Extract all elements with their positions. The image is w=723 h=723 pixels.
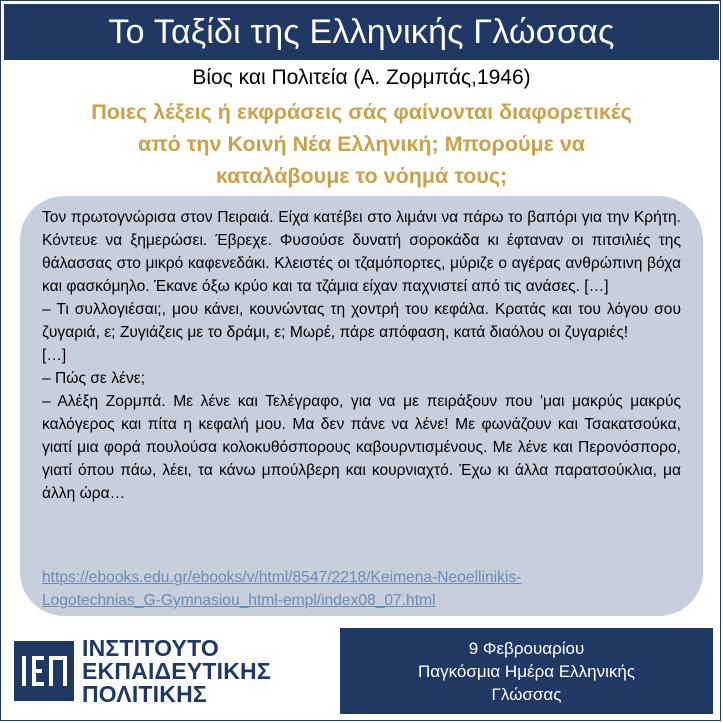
logo-line: ΕΚΠΑΙΔΕΥΤΙΚΗΣ xyxy=(82,657,271,684)
question-line: καταλάβουμε το νόημά τους; xyxy=(215,164,508,188)
title-banner xyxy=(4,4,719,60)
iep-logo-text xyxy=(82,634,271,707)
page-title: Το Ταξίδι της Ελληνικής Γλώσσας xyxy=(108,12,615,51)
event-date-box xyxy=(340,628,713,714)
excerpt-paragraph: – Πώς σε λένε; xyxy=(42,370,146,387)
logo-line: ΠΟΛΙΤΙΚΗΣ xyxy=(82,680,207,707)
excerpt-text xyxy=(42,206,681,505)
work-subtitle: Βίος και Πολιτεία (Α. Ζορμπάς,1946) xyxy=(192,66,531,89)
event-line: Γλώσσας xyxy=(491,684,562,704)
question-line: Ποιες λέξεις ή εκφράσεις σάς φαίνονται διαφορετικές xyxy=(91,100,632,124)
excerpt-paragraph: – Τι συλλογιέσαι;, μου κάνει, κουνώντας τη χοντρή του κεφάλα. Κρατάς και του λόγου σου ζυγαριά, ε; Ζυγιάζεις με το δράμι, ε; Μωρέ, πάρε απόφαση, κατά διαόλου οι ζυγαριές! xyxy=(42,301,681,341)
event-line: Παγκόσμια Ημέρα Ελληνικής xyxy=(417,661,636,681)
source-link-line[interactable]: https://ebooks.edu.gr/ebooks/v/html/8547/2218/Keimena-Neoellinikis- xyxy=(42,569,522,586)
excerpt-paragraph: […] xyxy=(42,347,67,364)
iep-monogram-icon xyxy=(18,651,70,691)
excerpt-box xyxy=(20,196,703,616)
excerpt-paragraph: Τον πρωτογνώρισα στον Πειραιά. Είχα κατέβει στο λιμάνι να πάρω το βαπόρι για την Κρήτη. Κόντευε να ξημερώσει. Έβρεχε. Φυσούσε δυνατή σοροκάδα κι έφταναν οι πιτσιλιές της θάλασσας στο μικρό καφενεδάκι. Κλειστές οι τζαμόπορτες, μύριζε ο αγέρας ανθρώπινη βόχα και φασκόμηλο. Έκανε όξω κρύο και τα τζάμια είχαν παχνιστεί από τις ανάσες. […] xyxy=(42,209,681,295)
iep-logo-mark xyxy=(14,641,74,701)
logo-line: ΙΝΣΤΙΤΟΥΤΟ xyxy=(82,634,219,661)
event-line: 9 Φεβρουαρίου xyxy=(468,638,585,658)
excerpt-paragraph: – Αλέξη Ζορμπά. Με λένε και Τελέγραφο, για να με πειράξουν που 'μαι μακρύς μακρύς καλόγερος και πίτα η κεφαλή μου. Μα δεν πάνε να λένε! Με φωνάζουν και Τσακατσούκα, γιατί μια φορά πουλούσα κολοκυθόσπορους καβουρντισμένους. Με λένε και Περονόσπορο, γιατί όπου πάω, λέει, τα κάνω μπούλβερη και κουρνιαχτό. Έχω κι άλλα παρατσούκλια, μα άλλη ώρα… xyxy=(42,393,681,502)
source-link[interactable] xyxy=(42,566,682,612)
iep-logo xyxy=(14,630,334,712)
question-line: από την Κοινή Νέα Ελληνική; Μπορούμε να xyxy=(138,132,585,156)
question-heading xyxy=(20,96,703,192)
source-link-line[interactable]: Logotechnias_G-Gymnasiou_html-empl/index08_07.html xyxy=(42,592,436,609)
